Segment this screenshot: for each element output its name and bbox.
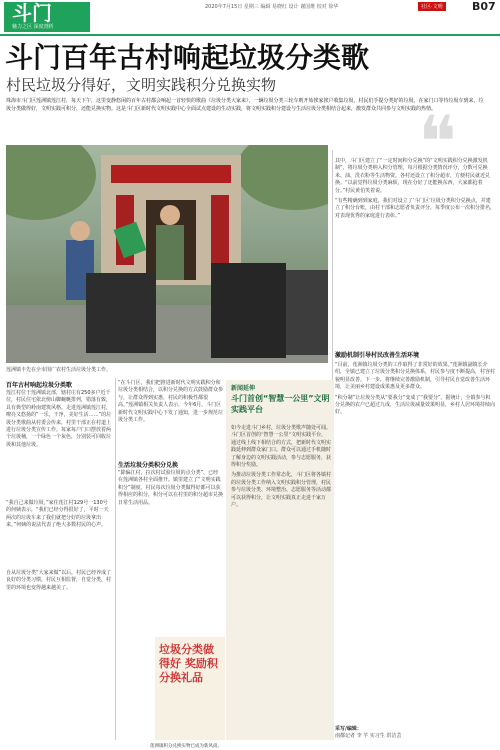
section-logo (4, 2, 90, 32)
section-title: 生活垃圾分类积分兑换 (118, 462, 179, 469)
poster-text: 垃圾分类做得好 奖励积分换礼品 (159, 643, 218, 684)
sidebar-paragraph: 为推动垃圾分类工作常态化，斗门区将各镇村的垃圾分类工作纳入文明实践积分管理，村民参与垃圾分类、环境整治、志愿服务等活动都可以获得积分，让文明实践真正走进千家万户。 (231, 472, 332, 509)
header-rule (0, 34, 500, 36)
article-text: 莲江村位于莲洲镇北部，辖村庄有250多户近千位，村民住宅依北傍山脚蜿蜒排列，错落有致，具有典型的岭南建筑风格。走进莲洲镇莲江村，嘹亮又悠扬的“一乐，干净，美好生活……”的垃圾分类歌曲从村委会传来，村里干部正在村道上进行垃圾分类宣传工作。每家每户门口摆放着两个垃圾桶，一个绿色一个灰色，分别装可回收垃圾和其他垃圾。 (6, 390, 112, 448)
poster-caption: 莲洲镇积分兑换实物已成为新风尚。 (150, 744, 222, 749)
photo-illustration (6, 145, 328, 363)
article-text: “积分制”让垃圾分类从“要我分”变成了“我要分”。据统计，全镇参与积分兑换的农户已超过九成，生活垃圾减量效果明显，乡村人居环境持续向好。 (335, 394, 496, 416)
section-title: 激励机制引导村民改善生活环境 (335, 352, 420, 359)
photo-caption: 莲洲镇丰先在全市围广农村生活垃圾分类工作。 (6, 367, 112, 373)
edition-badge: 社区·文明 (418, 2, 446, 11)
logo-text: 斗门 (12, 1, 52, 25)
right-column (335, 158, 495, 220)
sidebar-text (231, 425, 331, 509)
article-text: “目前，莲洲镇垃圾分类的工作取得了非常好的效果。”莲洲镇副镇长介绍，全镇已建立了垃圾分类积分兑换体系，村民参与度不断提高，村容村貌明显改善。下一步，将继续完善激励机制，引导村民自觉改善生活环境，让美丽乡村建设成果惠及更多群众。 (335, 362, 496, 391)
issue-meta: 2020年7月15日 星期三 编辑 易晓红 设计 谢国维 校对 徐华 (205, 4, 339, 10)
sidebar-title: 斗门首创“智慧一公里”文明实践平台 (231, 394, 330, 414)
headline: 斗门百年古村响起垃圾分类歌 (5, 41, 370, 74)
byline (335, 726, 495, 741)
article-text: “除偏江村，拉次村试验垃圾的点分类”，已经在莲洲镇各村全面推开。镇里建立了“文明实践积分”制度，村民每次垃圾分类做得好都可以获得相应的积分，积分可以在村里的积分超市兑换日常生活用品。 (118, 470, 224, 506)
article-text: “在斗门区，我们把推进新时代文明实践积分和垃圾分类相结合，以积分兑换的方式鼓励群众参与，让群众得到实惠，村民的积极性都很高。”莲洲镇相关负责人表示，今年6月，斗门区新时代文明实践中心下发了通知，进一步规范垃圾分类工作。 (118, 380, 224, 424)
article-text: 其中，斗门区建立了“一定时间积分兑换”的“文明实践积分兑换激发机制”，将垃圾分类纳入积分管理，每月根据分类情况评分，分数可兑换米、油、洗衣粉等生活物资。各村还设立了积分超市，方便村民就近兑换。“以前觉得垃圾分类麻烦，现在分好了还能换东西，大家都抢着分。”村民黄伯笑着说。 (335, 158, 491, 194)
sidebar-tag: 新闻延伸 (231, 385, 256, 392)
quote-mark-icon: ❝ (418, 100, 457, 184)
lede-paragraph: 珠海市斗门区莲洲镇莲江村，每天下午，这里变静悠闲的百年古村都会响起一首轻快的歌曲《垃圾分类大家来》，一辆垃圾分类三轮车则开始挨家挨户收集垃圾，村民们手提分类好的垃圾，在家门口等待垃圾车到来，垃圾分类做得好，文明实践可积分，还能兑换实物。这是斗门区新时代文明实践中心全面试点建设的生动实践，将文明实践积分建设与生活垃圾分类相结合起来，激发群众共同参与文明实践的热情。 (6, 98, 484, 112)
sidebar-paragraph: 如今走进斗门乡村，垃圾分类歌声随处可闻。斗门区首创的“智慧一公里”文明实践平台，通过线上线下相结合的方式，把新时代文明实践延伸到群众家门口。群众可以通过手机随时了解身边的文明实践活动，参与志愿服务，获得积分奖励。 (231, 425, 332, 469)
section-title: 百年古村响起垃圾分类歌 (6, 382, 73, 389)
subheadline: 村民垃圾分得好，文明实践积分兑换实物 (6, 76, 277, 94)
news-photo (6, 145, 328, 363)
logo-subtitle: 魅力之区 深度剖析 (12, 24, 54, 30)
byline-names: 南都记者 李 芊 实习生 洪洁芸 (335, 733, 402, 740)
article-text: “我自己来做垃圾，”家住莲江村129号一130号的何姨表示，“我们已经分得很好了，平时一天两次的垃圾车来了我们就把分好的垃圾拿出来。”何姨的说法代表了绝大多数村民的心声。 (6, 500, 109, 529)
byline-label: 采写/编辑： (335, 726, 362, 732)
page-number: B07 (472, 0, 496, 13)
article-text: “有些精确到到家庭，我们对设立了‘斗门区’垃圾分类积分兑换点，并建立了积分台账，由村干部和志愿者负责评分，每季度公布一次积分排名，对表现优秀的家庭进行表彰。” (335, 198, 496, 219)
column-rule (115, 378, 116, 740)
poster-photo (155, 637, 225, 740)
article-text: 自从垃圾分类“大家来做”以后，村民已经养成了良好的分类习惯，村民互相监督，自觉分类，村里的环境也变得越来越美了。 (6, 570, 112, 591)
right-column-lower (335, 350, 495, 417)
